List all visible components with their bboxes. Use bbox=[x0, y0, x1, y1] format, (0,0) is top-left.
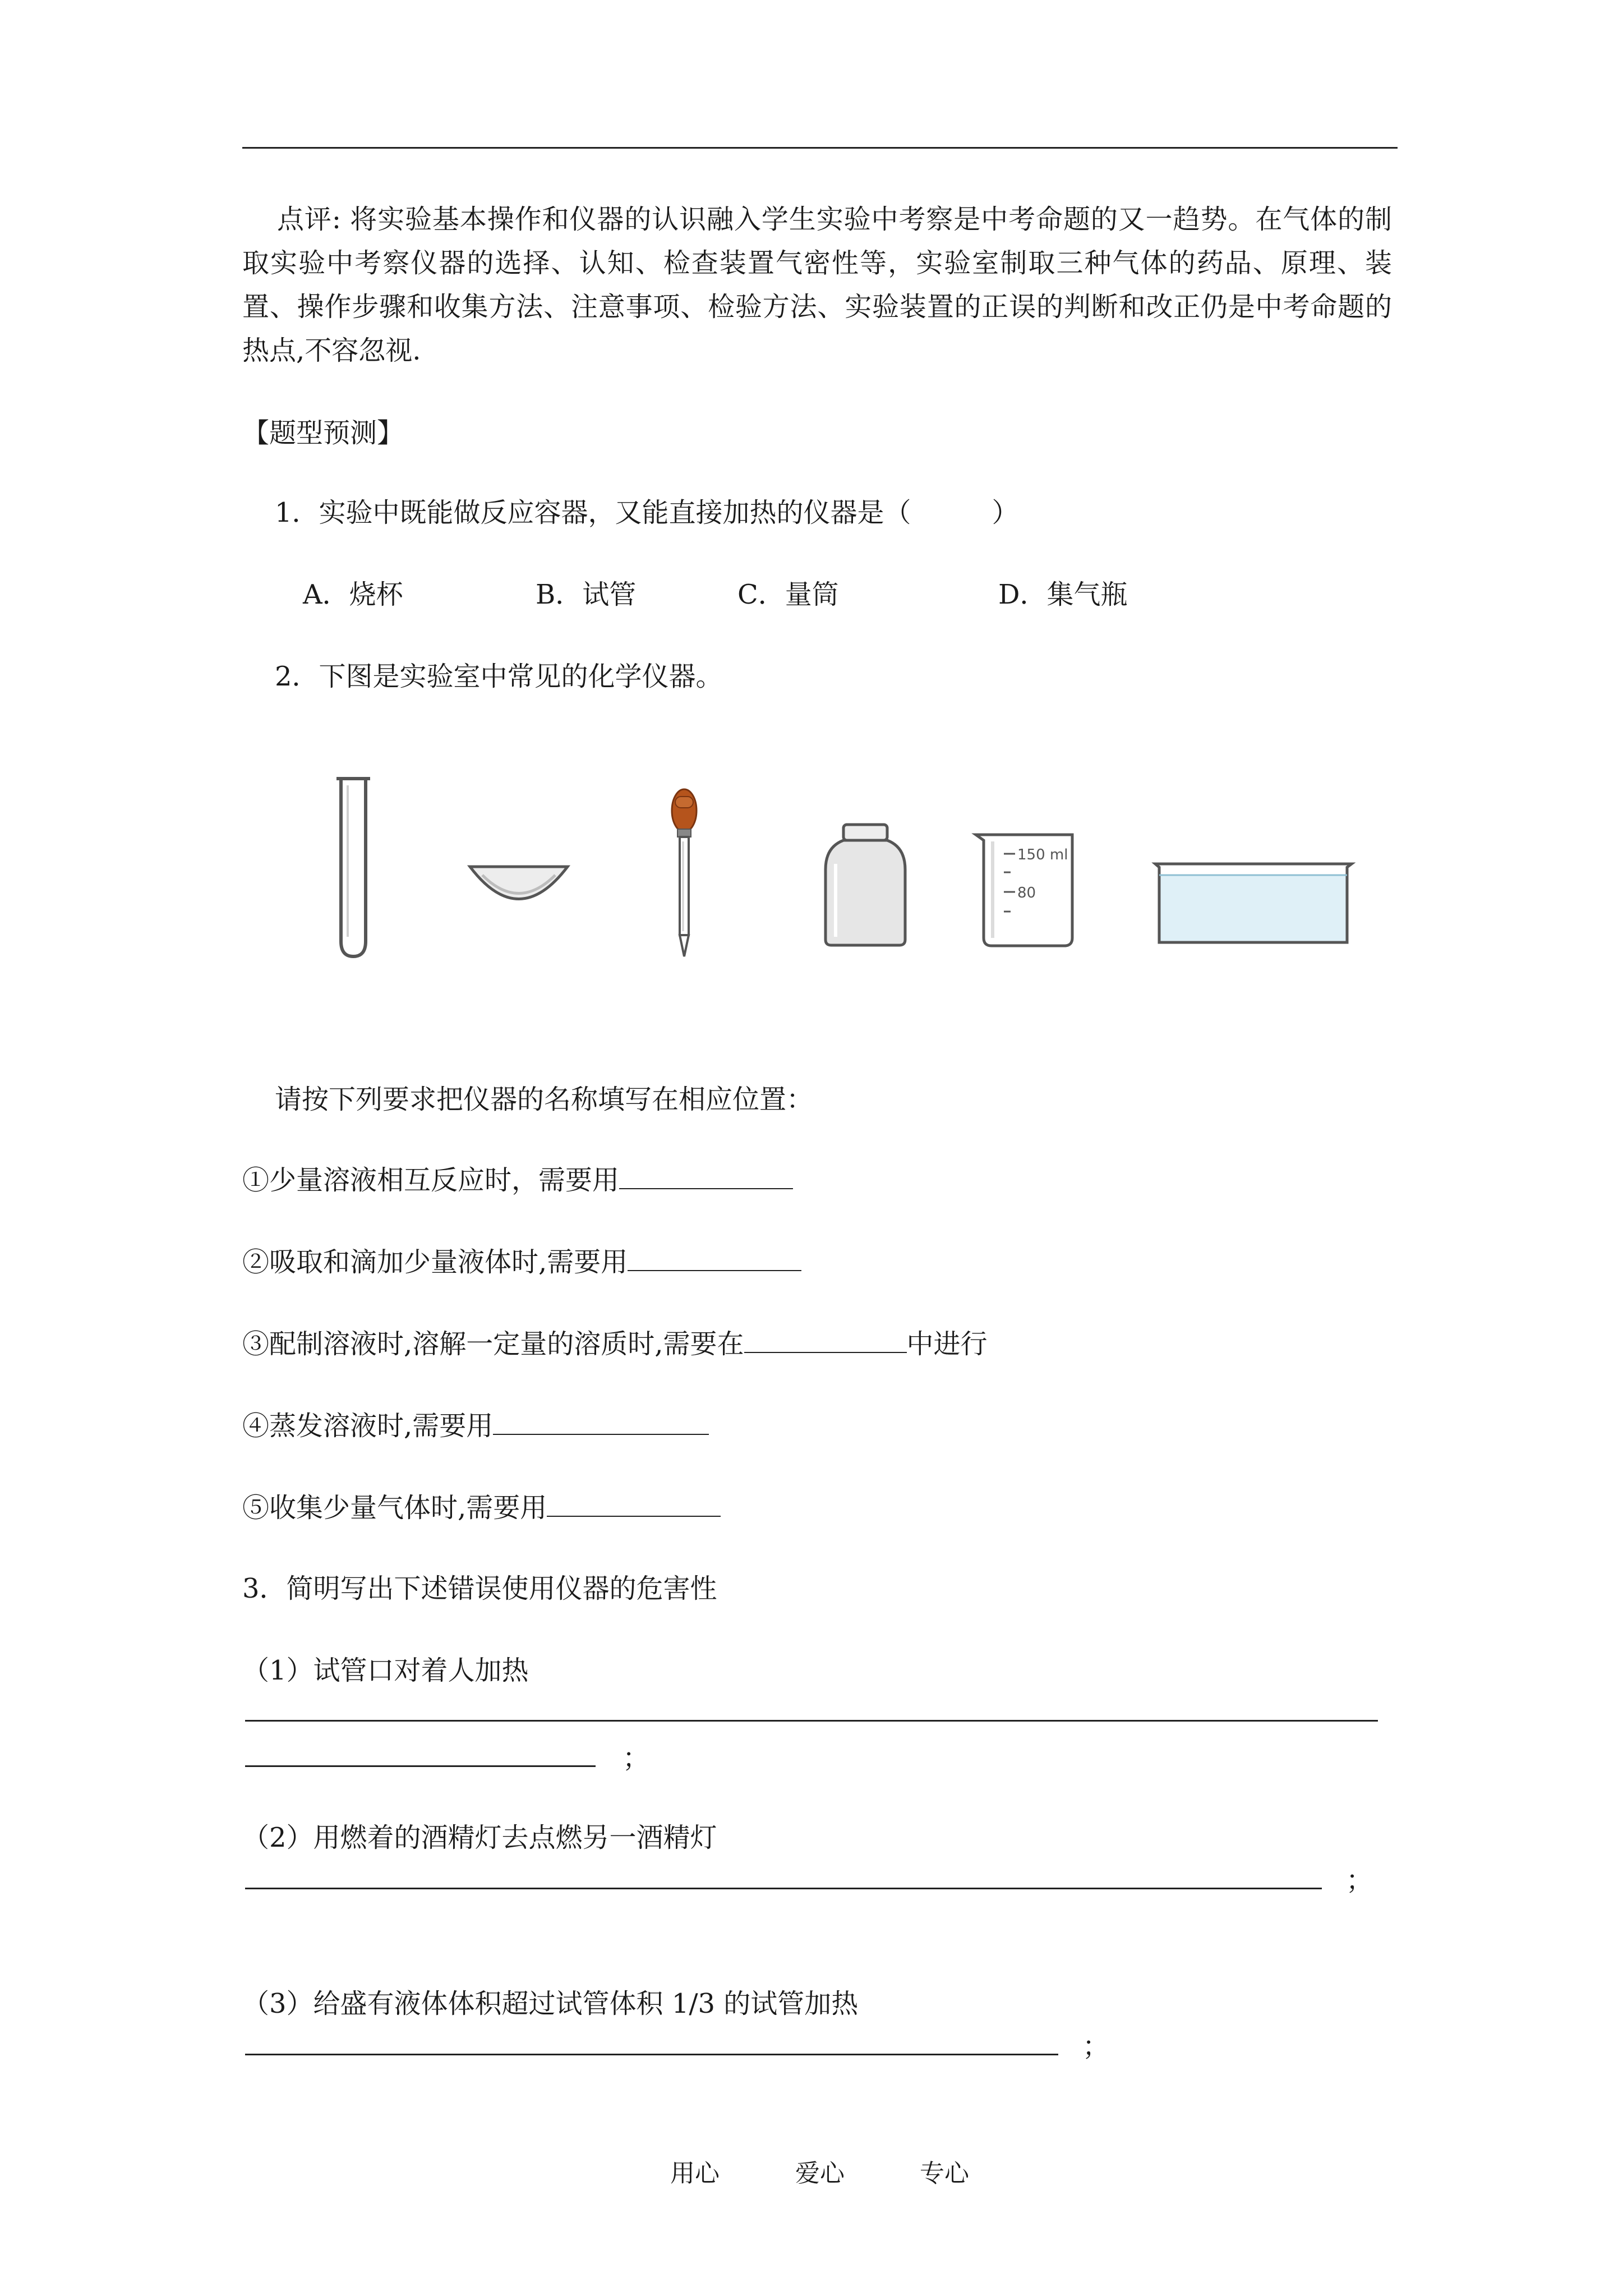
q2-item-3-text: ③配制溶液时,溶解一定量的溶质时,需要在 bbox=[242, 1328, 744, 1360]
beaker-mark-150: 150 ml bbox=[1017, 846, 1068, 863]
question-2-stem: 2．下图是实验室中常见的化学仪器。 bbox=[275, 661, 723, 692]
footer-word-3: 专心 bbox=[920, 2159, 969, 2188]
q2-item-1-blank[interactable] bbox=[619, 1159, 793, 1189]
q3-part-2: （2）用燃着的酒精灯去点燃另一酒精灯 bbox=[242, 1822, 717, 1853]
question-3-stem: 3．简明写出下述错误使用仪器的危害性 bbox=[242, 1573, 717, 1604]
q1-option-a: A．烧杯 bbox=[303, 579, 403, 610]
q2-item-4-blank[interactable] bbox=[493, 1405, 709, 1435]
q3-part-1-answer-line-2[interactable] bbox=[245, 1765, 596, 1767]
header-rule bbox=[242, 147, 1398, 149]
q3-part-3-end-mark: ； bbox=[1082, 2031, 1110, 2062]
q3-part-1-end-mark: ； bbox=[623, 1742, 650, 1774]
test-tube-illustration bbox=[336, 779, 370, 956]
wide-mouth-bottle-illustration bbox=[826, 825, 905, 945]
q2-item-4 bbox=[242, 1404, 709, 1448]
q2-item-2 bbox=[242, 1240, 801, 1285]
section-title: 【题型预测】 bbox=[242, 417, 404, 449]
q2-item-1 bbox=[242, 1158, 793, 1203]
q2-item-5-blank[interactable] bbox=[547, 1487, 721, 1517]
q1-option-c: C．量筒 bbox=[737, 579, 839, 610]
q1-option-d: D．集气瓶 bbox=[998, 579, 1128, 610]
q3-part-1-answer-line-1[interactable] bbox=[245, 1720, 1378, 1722]
q1-option-b: B．试管 bbox=[536, 579, 637, 610]
q3-part-2-answer-line[interactable] bbox=[245, 1888, 1322, 1889]
q3-part-3: （3）给盛有液体体积超过试管体积 1/3 的试管加热 bbox=[242, 1988, 859, 2019]
q2-item-5-text: ⑤收集少量气体时,需要用 bbox=[242, 1492, 547, 1524]
evaporating-dish-illustration bbox=[470, 867, 568, 899]
q3-part-2-end-mark: ； bbox=[1346, 1865, 1373, 1896]
q3-part-3-answer-line[interactable] bbox=[245, 2054, 1058, 2055]
apparatus-figure bbox=[314, 763, 1363, 965]
q2-item-2-blank[interactable] bbox=[628, 1241, 801, 1271]
q2-item-5 bbox=[242, 1485, 721, 1530]
question-2-instruction: 请按下列要求把仪器的名称填写在相应位置： bbox=[275, 1084, 814, 1115]
beaker-mark-80: 80 bbox=[1017, 885, 1036, 901]
question-1-stem: 1．实验中既能做反应容器，又能直接加热的仪器是（ ） bbox=[275, 497, 1019, 528]
dropper-illustration bbox=[672, 789, 697, 956]
q2-item-4-text: ④蒸发溶液时,需要用 bbox=[242, 1410, 494, 1442]
q3-part-1: （1）试管口对着人加热 bbox=[242, 1655, 529, 1686]
beaker-illustration bbox=[976, 835, 1072, 946]
footer-word-1: 用心 bbox=[670, 2159, 720, 2188]
q2-item-3 bbox=[242, 1322, 988, 1366]
q2-item-3-suffix: 中进行 bbox=[906, 1328, 988, 1360]
footer-word-2: 爱心 bbox=[795, 2159, 845, 2188]
q2-item-2-text: ②吸取和滴加少量液体时,需要用 bbox=[242, 1246, 628, 1278]
q2-item-3-blank[interactable] bbox=[744, 1323, 907, 1353]
water-trough-illustration bbox=[1155, 864, 1352, 942]
comment-paragraph: 点评: 将实验基本操作和仪器的认识融入学生实验中考察是中考命题的又一趋势。在气体的制取实验中考察仪器的选择、认知、检查装置气密性等，实验室制取三种气体的药品、原理、装置、操作步骤和收集方法、注意事项、检验方法、实验装置的正误的判断和改正仍是中考命题的热点,不容忽视. bbox=[242, 204, 1392, 366]
q2-item-1-text: ①少量溶液相互反应时，需要用 bbox=[242, 1165, 620, 1196]
